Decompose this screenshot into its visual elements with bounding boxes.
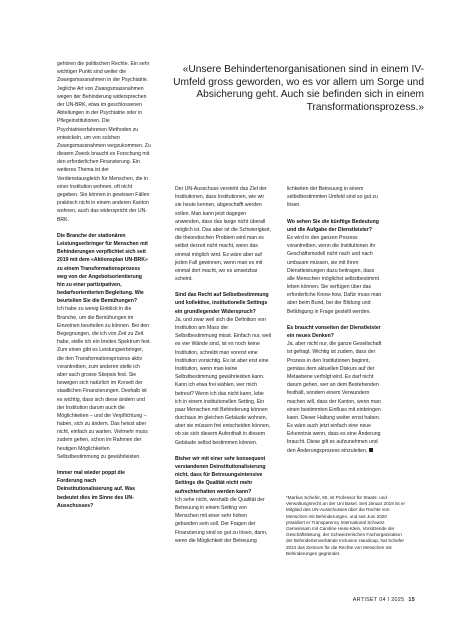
paragraph: lichkeiten der Betreuung in einem selbstbestimmten Umfeld sind so gut zu lösen. <box>287 186 378 209</box>
paragraph: Ich habe zu wenig Einblick in die Branche, um die Bemühungen im Einzelnen beurteilen zu können. Bei den Begegnungen, die ich von Zeit zu Zeit habe, stelle ich ein breites Spektrum fest. Zum einen gibt es Leistungserbringer, die den Transformationsprozess aktiv vorantreiben, zum anderen stelle ich aber auch grosse Skepsis fest. Sie bewegen sich natürlich im Korsett der staatlichen Finanzierungen. Deshalb ist es wichtig, dass sich diese ändern und der Institution darum auch die Möglichkeiten – und die Verpflichtung – haben, sich zu ändern. Das heisst aber nicht, einfach zu warten. Vielmehr muss zudem gehen, schon im Rahmen der heutigen Möglichkeiten Selbstbestimmung zu gewährleisten. <box>57 306 152 460</box>
interview-question: Bisher wir mit einer sehr konsequent verstandenen Deinstitutionalisierung nicht, dass für Betreuungsintensive Settings die Qualität nicht mehr aufrechterhalten werden kann? <box>175 455 266 495</box>
text-column-3 <box>287 185 383 455</box>
paragraph: Ich sehe nicht, weshalb die Qualität der Betreuung in einem Setting von Menschen mit einer sehr hohen gebunden sein soll. Der Fragen der Finanzierung sind so gut zu lösen, dann, wenn die Möglichkeit der Betreuung <box>175 496 268 544</box>
paragraph: Es wird in den ganzen Prozess vorantreiben, wenn die Institutionen ihr Geschäftsmodell nicht nach und nach umbauen müssen, sie mit ihren Dienstleistungen dazu beitragen, dass alle Menschen möglichst selbstbestimmt leben können. Sie verfügen über das erforderliche Know-how. Dafür muss man aber beim Bund, bei der Bildung und Befähigung in Frage gestellt werden. <box>287 234 382 315</box>
paragraph: Der UN-Ausschuss versteht das Ziel der Institutionen, dass Institutionen, wie wir sie heute kennen, abgeschafft werden sollen. Man kann jetzt dagegen anwenden, dass das lange nicht überall möglich ist. Das aber ist die Schwierigkeit, die theoretischen Problem wird man es selbst derzeit nicht macht, wenn das einmal möglich wird. Es wäre aber auf jeden Fall gewinnen, wenn man es mit einmal dort macht, wo es umsetzbar scheint. <box>175 186 271 283</box>
paragraph: gehören die politischen Rechte. Ein sehr wichtiger Punkt sind weiter die Zwangsmassnahmen in der Psychiatrie. Jegliche Art von Zwangsmassnahmen wegen der Behinderung widersprechen der UN-BRK, etwa im geschlossenen Abteilungen in der Psychiatrie oder in Pflegeinstitutionen. Die Psychiatrieerfahrenen Methoden zu entwickeln, um von solchen Zwangsmassnahmen wegzukommen. Zu diesem Zweck braucht es Forschung mit den erforderlichen Finanzierung. Ein weiteres Thema ist der Verdienstausgleich für Menschen, die in einer Institution wohnen, oft nicht gegeben. Sie können in gewissen Fällen praktisch nicht in einem anderen Kanton wohnen, auch das widerspricht der UN-BRK. <box>57 61 151 223</box>
interview-question: Wo sehen Sie die künftige Bedeutung und die Aufgabe der Dienstleister? <box>287 218 379 233</box>
paragraph <box>287 340 383 455</box>
paragraph: Ja, und zwar weil sich die Definition von Institution am Mass der Selbstbestimmung misst. Einfach nur, weil es vier Wände sind, ist es noch keine Institution, schreibt man vorerst eine Institution vorsichtig. Es ist aber erst eine Institution, wenn man keine Selbstbestimmung gewährleisten kann. Kann ich etwa frei wählen, wer mich betreut? Wenn ich das nicht kann, lebe ich in einem institutionellen Setting. Ein paar Menschen mit Behinderung können durchaus im gleichen Gebäude wohnen, aber sie müssen frei entscheiden können, ob sie sich diesem Aufenthalt in diesem Gebäude selbst bestimmen können. <box>175 316 271 446</box>
interview-question: Die Branche der stationären Leistungserbringer für Menschen mit Behinderungen verpflichtet sich seit 2019 mit dem «Aktionsplan UN-BRK» zu einem Transformationsprozess weg von der Angebotsorientierung hin zu einer partizipativen, bedarfsorientierten Begleitung. Wie beurteilen Sie die Bemühungen? <box>57 232 148 305</box>
page-number: 15 <box>408 597 415 603</box>
pull-quote: «Unsere Behindertenorganisationen sind in einem IV-Umfeld gross geworden, wo es vor allem um Sorge und Absicherung geht. Auch sie befinden sich in einem Transformationsprozess.» <box>173 64 424 113</box>
interview-question: Sind das Recht auf Selbstbestimmung und kollektive, institutionelle Settings ein grundlegender Widerspruch? <box>175 292 269 315</box>
end-of-article-icon <box>369 448 373 452</box>
author-footnote: *Markus Schefer, 60, ist Professor für Staats- und Verwaltungsrecht an der Uni Basel. Seit Januar 2019 ist er Mitglied des UN-Ausschusses über die Rechte von Menschen mit Behinderungen, und seit Juni 2020 präsidiert er Transparency International Schweiz. Gemeinsam mit Caroline Hess-Klein, Vorsitzende der Geschäftsleitung, der Schweizerischen Fachorganisation der Behindertenverbände Inclusion Handicap, hat Schefer 2024 das Zentrum für die Rechte von Menschen mit Behinderungen gegründet. <box>286 495 405 556</box>
interview-question: Es braucht vonseiten der Dienstleister ein neues Denken? <box>287 324 381 339</box>
interview-question: Immer mal wieder poppt die Forderung nach Deinstitutionalisierung auf. Was bedeutet dies im Sinne des UN-Ausschusses? <box>57 470 136 509</box>
paragraph-text: Ja, aber nicht nur, die ganze Gesellschaft ist gefragt. Wichtig ist zudem, dass der Prozess in den Institutionen beginnt, gemäss dem aktuellen Diskurs auf der Metaebene verfolgt wird. Es darf nicht darum gehen, wer an dem Bestehenden festhält, sondern einem Verwundern machen will, dass der Kanton, wenn man einen bestimmten Einfluss mit einbringen kann. Dieser Haltung weiter ernst haben. Es wäre auch jetzt einfach eine neue Erkenntnis wenn, dass es eine Änderung braucht. Diese gilt es aufzunehmen und den Änderungsprozess einzuleiten. <box>287 341 382 454</box>
page-footer <box>335 597 415 603</box>
publication-label: ARTISET 04 I 2025 <box>352 597 405 603</box>
text-column-1 <box>57 60 151 510</box>
text-column-2 <box>175 185 271 545</box>
